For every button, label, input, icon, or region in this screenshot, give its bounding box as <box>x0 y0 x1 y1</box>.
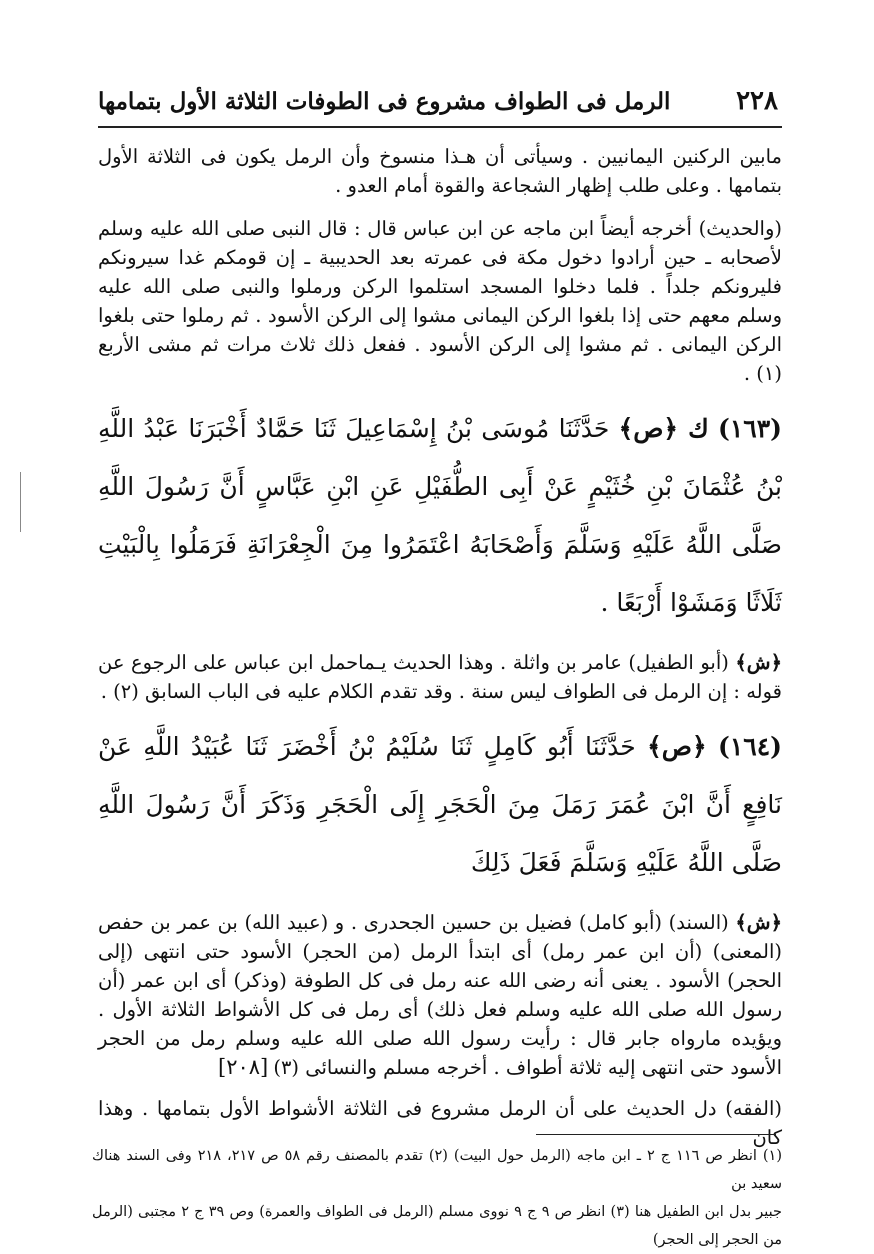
hadith-number: (١٦٤) <box>718 732 782 761</box>
commentary-164 <box>98 908 782 1082</box>
hadith-number: (١٦٣) <box>718 414 782 443</box>
margin-mark <box>20 472 21 532</box>
page-header <box>98 82 778 122</box>
page-number: ٢٢٨ <box>736 86 778 116</box>
header-rule <box>98 126 782 128</box>
text-sign: ﴿ص﴾ <box>647 732 707 761</box>
original-page-reference: [٢٠٨] <box>218 1055 269 1079</box>
text-sign: ك ﴿ص﴾ <box>618 414 709 443</box>
footnotes <box>92 1142 782 1254</box>
main-text <box>98 142 782 1164</box>
paragraph-commentary-end: مابين الركنين اليمانيين . وسيأتى أن هـذا منسوخ وأن الرمل يكون فى الثلاثة الأول بتمامها . وعلى طلب إظهار الشجاعة والقوة أمام العدو . <box>98 145 782 197</box>
hadith-164 <box>98 718 782 892</box>
footnote-line: جبير بدل ابن الطفيل هنا (٣) انظر ص ٩ ج ٩ نووى مسلم (الرمل فى الطواف والعمرة) وص ٣٩ ج ٢ مجتبى (الرمل من الحجر إلى الحجر) <box>92 1204 783 1248</box>
commentary-sign: ﴿ش﴾ <box>735 651 782 674</box>
hadith-163 <box>98 400 782 632</box>
footnote-line: (١) انظر ص ١١٦ ج ٢ ـ ابن ماجه (الرمل حول البيت) (٢) تقدم بالمصنف رقم ٥٨ ص ٢١٧، ٢١٨ وفى السند هناك سعيد بن <box>92 1148 782 1192</box>
hadith-text: حَدَّثَنَا مُوسَى بْنُ إِسْمَاعِيلَ ثَنَا حَمَّادٌ أَخْبَرَنَا عَبْدُ اللَّهِ بْنُ عُثْمَانَ بْنِ خُثَيْمٍ عَنْ أَبِى الطُّفَيْلِ عَنِ ابْنِ عَبَّاسٍ أَنَّ رَسُولَ اللَّهِ صَلَّى اللَّهُ عَلَيْهِ وَسَلَّمَ وَأَصْحَابَهُ اعْتَمَرُوا مِنَ الْجِعْرَانَةِ فَرَمَلُوا بِالْبَيْتِ ثَلَاثًا وَمَشَوْا أَرْبَعًا . <box>98 414 782 617</box>
commentary-163 <box>98 648 782 706</box>
hadith-text: حَدَّثَنَا أَبُو كَامِلٍ ثَنَا سُلَيْمُ بْنُ أَخْضَرَ ثَنَا عُبَيْدُ اللَّهِ عَنْ نَافِعٍ أَنَّ ابْنَ عُمَرَ رَمَلَ مِنَ الْحَجَرِ إِلَى الْحَجَرِ وَذَكَرَ أَنَّ رَسُولَ اللَّهِ صَلَّى اللَّهُ عَلَيْهِ وَسَلَّمَ فَعَلَ ذَلِكَ <box>98 732 782 877</box>
running-title: الرمل فى الطواف مشروع فى الطوفات الثلاثة الأول بتمامها <box>98 88 671 115</box>
commentary-text: (السند) (أبو كامل) فضيل بن حسين الجحدرى . و (عبيد الله) بن عمر بن حفص (المعنى) (أن ابن عمر رمل) أى ابتدأ الرمل (من الحجر) الأسود حتى انتهى (إلى الحجر) الأسود . يعنى أنه رضى الله عنه رمل فى كل الطوفة (وذكر) أى ابن عمر (أن رسول الله صلى الله عليه وسلم فعل ذلك) أى رمل فى كل الأشواط الثلاثة الأول . ويؤيده مارواه جابر قال : رأيت رسول الله صلى الله عليه وسلم رمل من الحجر الأسود حتى انتهى إليه ثلاثة أطواف . أخرجه مسلم والنسائى (٣) <box>98 911 782 1079</box>
paragraph-hadith-takhrij: (والحديث) أخرجه أيضاً ابن ماجه عن ابن عباس قال : قال النبى صلى الله عليه وسلم لأصحابه ـ حين أرادوا دخول مكة فى عمرته بعد الحديبية ـ إن قومكم غدا سيرونكم فليرونكم جلداً . فلما دخلوا المسجد استلموا الركن ورملوا والنبى صلى الله عليه وسلم معهم حتى إذا بلغوا الركن اليمانى مشوا إلى الركن الأسود . ثم رملوا حتى بلغوا الركن اليمانى . ثم مشوا إلى الركن الأسود . ففعل ذلك ثلاث مرات ثم مشى الأربع (١) . <box>98 217 782 385</box>
commentary-text: (أبو الطفيل) عامر بن واثلة . وهذا الحديث يـماحمل ابن عباس على الرجوع عن قوله : إن الرمل فى الطواف ليس سنة . وقد تقدم الكلام عليه فى الباب السابق (٢) . <box>98 651 782 703</box>
commentary-sign: ﴿ش﴾ <box>735 911 782 934</box>
paragraph-fiqh: (الفقه) دل الحديث على أن الرمل مشروع فى الثلاثة الأشواط الأول بتمامها . وهذا كان <box>98 1097 782 1149</box>
footnote-rule <box>536 1134 776 1135</box>
